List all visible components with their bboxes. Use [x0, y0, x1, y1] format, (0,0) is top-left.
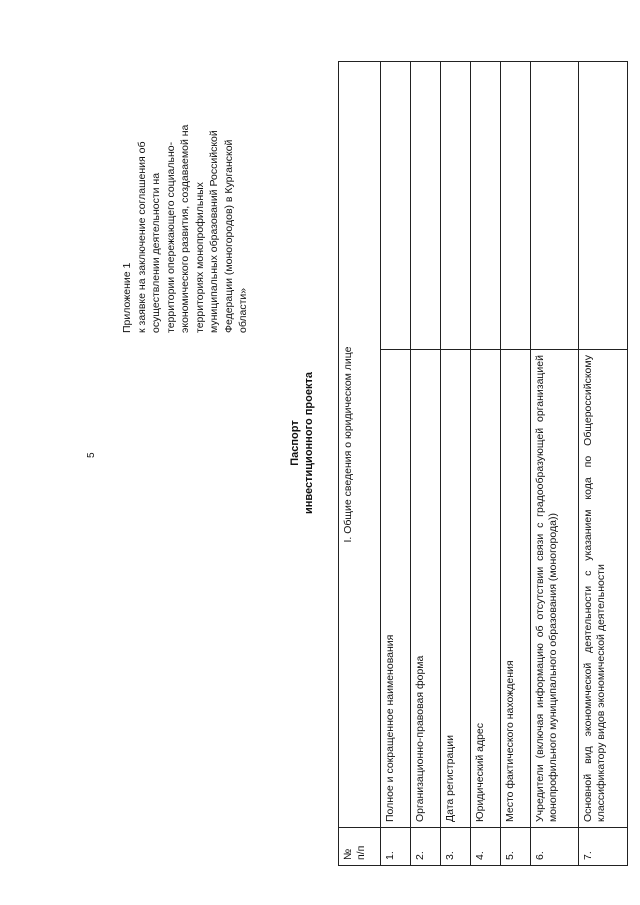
row-number: 3.	[441, 828, 471, 866]
row-number: 7.	[579, 828, 628, 866]
passport-table	[338, 61, 628, 866]
appendix-line: области»	[237, 287, 249, 333]
num-header-abbrev: п/п	[355, 845, 367, 860]
appendix-line: Федерации (моногородов) в Курганской	[222, 139, 235, 333]
appendix-line: Приложение 1	[121, 262, 133, 333]
table-row	[381, 62, 411, 866]
document-title	[288, 293, 316, 593]
row-label: Полное и сокращенное наименования	[381, 350, 411, 828]
table-row	[500, 62, 530, 866]
row-label: Место фактического нахождения	[500, 350, 530, 828]
table-row	[441, 62, 471, 866]
section-heading: I. Общие сведения о юридическом лице	[339, 62, 381, 828]
row-value[interactable]	[471, 62, 501, 350]
table-row	[411, 62, 441, 866]
table-header-row	[339, 62, 381, 866]
row-number: 4.	[471, 828, 501, 866]
row-value[interactable]	[500, 62, 530, 350]
row-value[interactable]	[441, 62, 471, 350]
row-number: 5.	[500, 828, 530, 866]
num-header-symbol: №	[342, 848, 354, 860]
row-value[interactable]	[530, 62, 579, 350]
row-number: 1.	[381, 828, 411, 866]
row-value[interactable]	[579, 62, 628, 350]
page-number: 5	[86, 452, 97, 458]
appendix-line: муниципальных образований Российской	[208, 130, 220, 333]
row-label: Организационно-правовая форма	[411, 350, 441, 828]
appendix-line: территориях монопрофильных	[193, 182, 206, 333]
table-row	[530, 62, 579, 866]
row-value[interactable]	[411, 62, 441, 350]
row-number: 6.	[530, 828, 579, 866]
row-label: Учредители (включая информацию об отсутствии связи с градообразующей организацией монопрофильного муниципального образования (моногорода))	[530, 350, 579, 828]
row-label: Юридический адрес	[471, 350, 501, 828]
appendix-line: осуществлении деятельности на	[150, 172, 162, 333]
appendix-line: экономического развития, создаваемой на	[179, 124, 191, 333]
table-row	[471, 62, 501, 866]
row-label: Дата регистрации	[441, 350, 471, 828]
appendix-line: территории опережающего социально-	[164, 141, 177, 333]
num-column-header	[339, 828, 381, 866]
table-row	[579, 62, 628, 866]
title-line-passport: Паспорт	[289, 420, 301, 466]
appendix-note	[120, 43, 251, 333]
row-label: Основной вид экономической деятельности с указанием кода по Общероссийскому классификатору видов экономической деятельности	[579, 350, 628, 828]
row-value[interactable]	[381, 62, 411, 350]
appendix-line: к заявке на заключение соглашения об	[135, 141, 148, 333]
row-number: 2.	[411, 828, 441, 866]
title-line-project: инвестиционного проекта	[303, 372, 315, 514]
